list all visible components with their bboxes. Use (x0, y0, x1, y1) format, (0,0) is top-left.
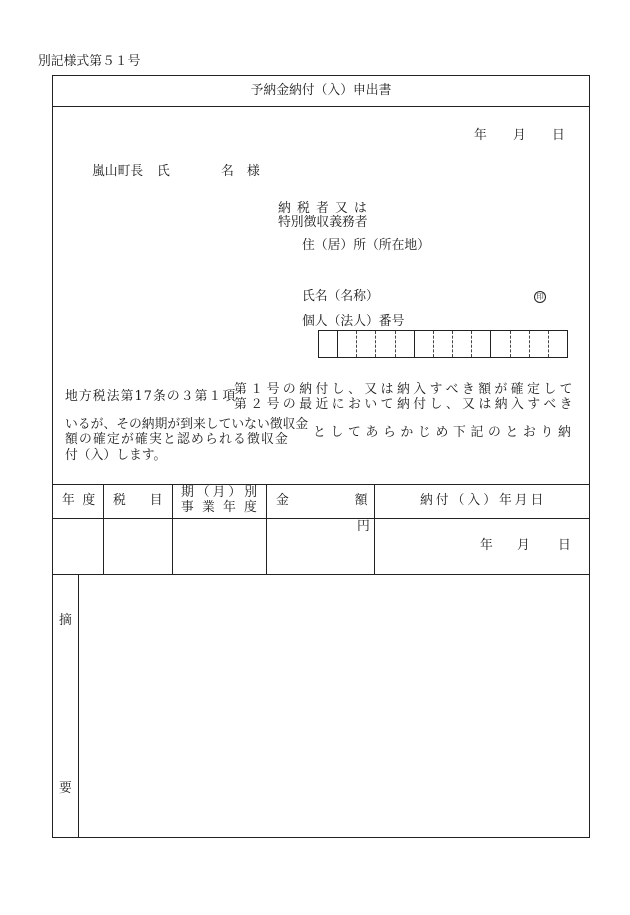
number-digit-cell (396, 331, 415, 357)
table-header-divider (52, 518, 590, 519)
number-digit-cell (415, 331, 434, 357)
number-digit-cell (549, 331, 567, 357)
remarks-label-top: 摘 (59, 613, 72, 628)
payment-date-day-label: 日 (558, 538, 571, 553)
remarks-label-bottom: 要 (59, 781, 72, 796)
addressee-name-label-1: 氏 (157, 164, 170, 179)
number-digit-cell (376, 331, 395, 357)
statement-option-1: 第１号の納付し、又は納入すべき額が確定して (234, 382, 576, 397)
table-top-border (52, 484, 590, 485)
applicant-role-line-1: 納税者又は (278, 201, 373, 216)
date-year-label: 年 (474, 128, 487, 143)
table-bottom-border (52, 574, 590, 575)
applicant-number-label: 個人（法人）番号 (302, 314, 405, 329)
statement-clause-2: 額の確定が確実と認められる徴収金 (65, 432, 289, 447)
statement-law-reference: 地方税法第17条の３第１項 (65, 389, 237, 404)
header-tax-item: 税目 (113, 493, 187, 508)
payment-date-year-label: 年 (480, 538, 493, 553)
statement-ending: 付（入）します。 (65, 448, 167, 463)
remarks-label-divider (78, 574, 79, 838)
number-digit-cell (491, 331, 510, 357)
applicant-role-line-2: 特別徴収義務者 (278, 215, 368, 230)
date-month-label: 月 (513, 128, 526, 143)
number-digit-cell (434, 331, 453, 357)
table-column-divider (266, 484, 267, 574)
statement-option-2: 第２号の最近において納付し、又は納入すべき (234, 397, 576, 412)
title-divider (52, 106, 590, 107)
number-digit-cell (319, 331, 338, 357)
header-period-line-1: 期（月）別 (181, 485, 260, 500)
form-title: 予納金納付（入）申出書 (250, 83, 392, 98)
statement-clause-1: いるが、その納期が到来していない徴収金 (65, 417, 309, 432)
header-period-line-2: 事業年度 (181, 500, 265, 515)
table-column-divider (103, 484, 104, 574)
number-digit-cell (338, 331, 357, 357)
payment-date-month-label: 月 (517, 538, 530, 553)
applicant-name-label: 氏名（名称） (302, 289, 379, 304)
header-amount: 金額 (276, 493, 434, 508)
applicant-address-label: 住（居）所（所在地） (302, 238, 430, 253)
addressee-office: 嵐山町長 (92, 164, 144, 179)
number-digit-boxes (318, 330, 568, 358)
number-digit-cell (511, 331, 530, 357)
number-digit-cell (453, 331, 472, 357)
addressee-name-label-2: 名 (221, 164, 234, 179)
amount-unit-yen: 円 (357, 519, 370, 534)
number-digit-cell (472, 331, 491, 357)
form-number: 別記様式第５１号 (38, 54, 141, 69)
number-digit-cell (530, 331, 549, 357)
addressee-honorific: 様 (247, 164, 260, 179)
header-payment-date: 納付（入）年月日 (420, 493, 547, 508)
statement-continuation: としてあらかじめ下記のとおり納 (313, 425, 576, 440)
header-fiscal-year: 年度 (62, 493, 103, 508)
number-digit-cell (357, 331, 376, 357)
date-day-label: 日 (552, 128, 565, 143)
seal-mark: 印 (534, 291, 546, 303)
